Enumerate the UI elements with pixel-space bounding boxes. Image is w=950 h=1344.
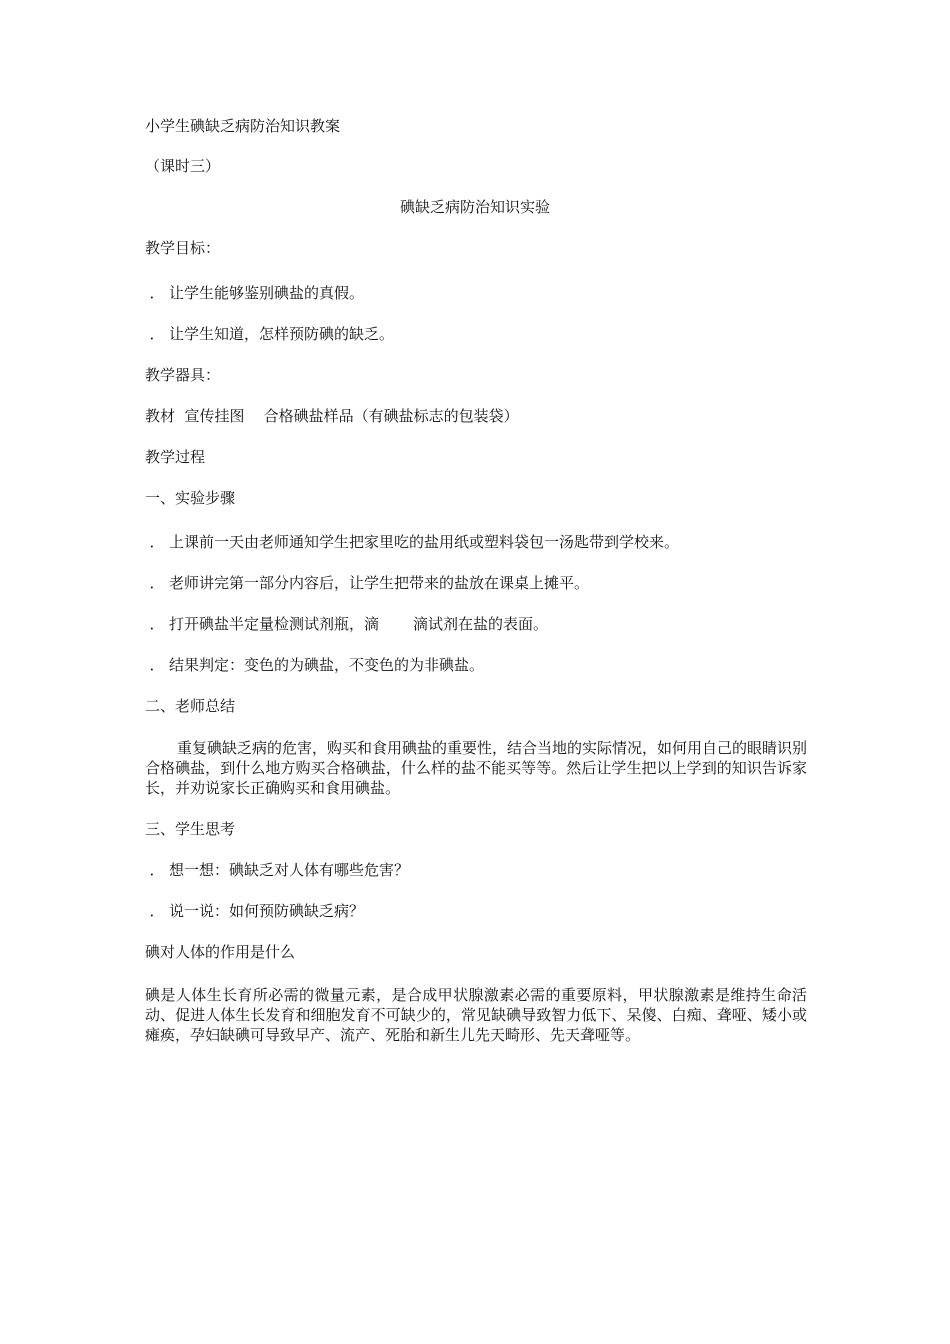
bullet: ．	[149, 615, 165, 633]
bullet: ．	[149, 574, 165, 592]
step-text-part-b: 滴试剂在盐的表面。	[413, 615, 549, 633]
objective-text: 让学生知道，怎样预防碘的缺乏。	[169, 325, 395, 343]
step-item	[145, 532, 679, 552]
section-heading-summary: 二、老师总结	[145, 697, 236, 715]
lesson-label: （课时三）	[145, 157, 221, 175]
bullet: ．	[149, 533, 165, 551]
process-label: 教学过程	[145, 448, 206, 466]
objective-text: 让学生能够鉴别碘盐的真假。	[169, 284, 365, 302]
step-text: 老师讲完第一部分内容后，让学生把带来的盐放在课桌上摊平。	[169, 574, 590, 592]
question-text: 说一说：如何预防碘缺乏病？	[169, 902, 365, 920]
bullet: ．	[149, 284, 165, 302]
step-item	[145, 573, 589, 593]
iodine-heading: 碘对人体的作用是什么	[145, 943, 296, 961]
bullet: ．	[149, 861, 165, 879]
section-heading-thinking: 三、学生思考	[145, 820, 236, 838]
step-item	[145, 655, 484, 675]
bullet: ．	[149, 325, 165, 343]
document-title: 小学生碘缺乏病防治知识教案	[145, 117, 341, 135]
experiment-heading: 碘缺乏病防治知识实验	[399, 198, 550, 216]
summary-paragraph: 重复碘缺乏病的危害，购买和食用碘盐的重要性，结合当地的实际情况，如何用自己的眼睛识别合格碘盐，到什么地方购买合格碘盐，什么样的盐不能买等等。然后让学生把以上学到的知识告诉家长，并劝说家长正确购买和食用碘盐。	[145, 739, 808, 797]
step-text-part-a: 打开碘盐半定量检测试剂瓶，滴	[169, 615, 380, 633]
tools-label: 教学器具：	[145, 366, 221, 384]
tools-list: 教材 宣传挂图 合格碘盐样品（有碘盐标志的包装袋）	[145, 407, 519, 425]
bullet: ．	[149, 902, 165, 920]
question-item	[145, 901, 364, 921]
section-heading-steps: 一、实验步骤	[145, 489, 236, 507]
objective-item	[145, 283, 364, 303]
question-item	[145, 860, 409, 880]
step-item	[145, 614, 548, 634]
bullet: ．	[149, 656, 165, 674]
iodine-paragraph: 碘是人体生长育所必需的微量元素，是合成甲状腺激素必需的重要原料，甲状腺激素是维持生命活动、促进人体生长发育和细胞发育不可缺少的，常见缺碘导致智力低下、呆傻、白痴、聋哑、矮小或瘫痪，孕妇缺碘可导致早产、流产、死胎和新生儿先天畸形、先天聋哑等。	[145, 986, 807, 1044]
question-text: 想一想：碘缺乏对人体有哪些危害？	[169, 861, 410, 879]
step-text: 结果判定：变色的为碘盐，不变色的为非碘盐。	[169, 656, 485, 674]
objectives-label: 教学目标：	[145, 239, 221, 257]
objective-item	[145, 324, 394, 344]
step-text: 上课前一天由老师通知学生把家里吃的盐用纸或塑料袋包一汤匙带到学校来。	[169, 533, 680, 551]
